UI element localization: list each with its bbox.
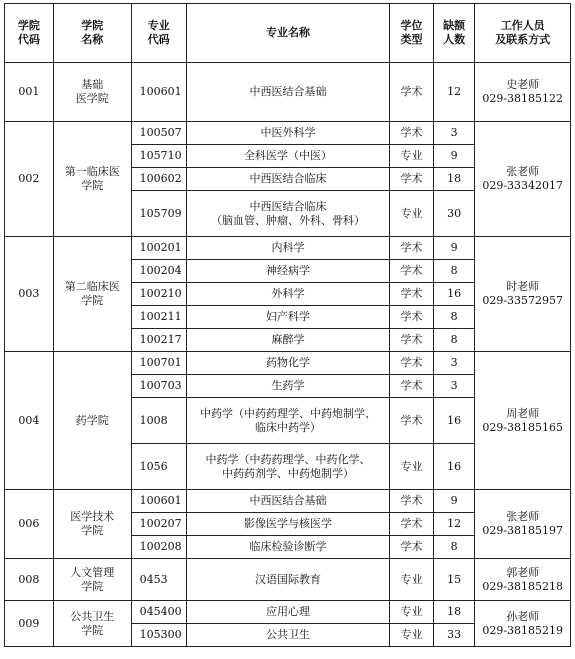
contact-cell: 史老师 029-38185122 xyxy=(475,63,571,122)
contact-cell: 张老师 029-38185197 xyxy=(475,490,571,559)
contact-cell: 张老师 029-33342017 xyxy=(475,122,571,237)
vacancy-cell: 12 xyxy=(433,513,475,536)
major-code-cell: 100211 xyxy=(131,306,186,329)
major-name-cell: 应用心理 xyxy=(186,601,390,624)
major-code-cell: 100601 xyxy=(131,63,186,122)
vacancy-cell: 9 xyxy=(433,237,475,260)
degree-type-cell: 学术 xyxy=(390,329,434,352)
vacancy-cell: 8 xyxy=(433,536,475,559)
major-code-cell: 100207 xyxy=(131,513,186,536)
major-code-cell: 0453 xyxy=(131,559,186,601)
header-major-code: 专业 代码 xyxy=(131,4,186,63)
vacancy-cell: 18 xyxy=(433,168,475,191)
major-name-cell: 药物化学 xyxy=(186,352,390,375)
contact-cell: 郭老师 029-38185218 xyxy=(475,559,571,601)
header-contact: 工作人员 及联系方式 xyxy=(475,4,571,63)
college-name-cell: 公共卫生 学院 xyxy=(53,601,131,647)
vacancy-cell: 12 xyxy=(433,63,475,122)
major-name-cell: 外科学 xyxy=(186,283,390,306)
vacancy-cell: 3 xyxy=(433,352,475,375)
contact-cell: 周老师 029-38185165 xyxy=(475,352,571,490)
college-name-cell: 医学技术 学院 xyxy=(53,490,131,559)
vacancy-cell: 16 xyxy=(433,398,475,444)
degree-type-cell: 学术 xyxy=(390,352,434,375)
major-code-cell: 1008 xyxy=(131,398,186,444)
major-code-cell: 100210 xyxy=(131,283,186,306)
admissions-table xyxy=(4,3,571,647)
major-code-cell: 100703 xyxy=(131,375,186,398)
major-name-cell: 中西医结合基础 xyxy=(186,63,390,122)
major-name-cell: 中药学（中药药理学、中药炮制学、 临床中药学） xyxy=(186,398,390,444)
major-code-cell: 100701 xyxy=(131,352,186,375)
major-name-cell: 公共卫生 xyxy=(186,624,390,647)
major-name-cell: 临床检验诊断学 xyxy=(186,536,390,559)
major-name-cell: 中医外科学 xyxy=(186,122,390,145)
college-name-cell: 药学院 xyxy=(53,352,131,490)
major-code-cell: 100601 xyxy=(131,490,186,513)
vacancy-cell: 3 xyxy=(433,375,475,398)
table-row xyxy=(5,237,571,260)
major-name-cell: 内科学 xyxy=(186,237,390,260)
major-code-cell: 045400 xyxy=(131,601,186,624)
college-name-cell: 人文管理 学院 xyxy=(53,559,131,601)
major-code-cell: 100507 xyxy=(131,122,186,145)
college-code-cell: 004 xyxy=(5,352,54,490)
major-name-cell: 中西医结合临床 （脑血管、肿瘤、外科、骨科） xyxy=(186,191,390,237)
degree-type-cell: 学术 xyxy=(390,306,434,329)
vacancy-cell: 30 xyxy=(433,191,475,237)
degree-type-cell: 专业 xyxy=(390,145,434,168)
degree-type-cell: 学术 xyxy=(390,513,434,536)
contact-cell: 孙老师 029-38185219 xyxy=(475,601,571,647)
table-row xyxy=(5,559,571,601)
degree-type-cell: 学术 xyxy=(390,536,434,559)
table-row xyxy=(5,122,571,145)
degree-type-cell: 专业 xyxy=(390,601,434,624)
header-vacancy: 缺额 人数 xyxy=(433,4,475,63)
table-header xyxy=(5,4,571,63)
major-code-cell: 100204 xyxy=(131,260,186,283)
degree-type-cell: 专业 xyxy=(390,191,434,237)
table-body xyxy=(5,63,571,647)
major-code-cell: 1056 xyxy=(131,444,186,490)
degree-type-cell: 学术 xyxy=(390,283,434,306)
degree-type-cell: 专业 xyxy=(390,559,434,601)
degree-type-cell: 学术 xyxy=(390,168,434,191)
degree-type-cell: 学术 xyxy=(390,375,434,398)
degree-type-cell: 学术 xyxy=(390,237,434,260)
college-code-cell: 001 xyxy=(5,63,54,122)
major-code-cell: 100217 xyxy=(131,329,186,352)
major-code-cell: 100208 xyxy=(131,536,186,559)
contact-cell: 时老师 029-33572957 xyxy=(475,237,571,352)
major-name-cell: 中药学（中药药理学、中药化学、 中药药剂学、中药炮制学） xyxy=(186,444,390,490)
header-row xyxy=(5,4,571,63)
college-name-cell: 第二临床医 学院 xyxy=(53,237,131,352)
major-name-cell: 汉语国际教育 xyxy=(186,559,390,601)
major-name-cell: 麻醉学 xyxy=(186,329,390,352)
vacancy-cell: 33 xyxy=(433,624,475,647)
major-name-cell: 中西医结合临床 xyxy=(186,168,390,191)
vacancy-cell: 8 xyxy=(433,260,475,283)
college-name-cell: 基础 医学院 xyxy=(53,63,131,122)
college-code-cell: 003 xyxy=(5,237,54,352)
vacancy-cell: 8 xyxy=(433,306,475,329)
major-name-cell: 生药学 xyxy=(186,375,390,398)
table-row xyxy=(5,352,571,375)
table-row xyxy=(5,63,571,122)
college-code-cell: 008 xyxy=(5,559,54,601)
college-code-cell: 002 xyxy=(5,122,54,237)
major-name-cell: 妇产科学 xyxy=(186,306,390,329)
table-row xyxy=(5,601,571,624)
header-major-name: 专业名称 xyxy=(186,4,390,63)
major-code-cell: 100602 xyxy=(131,168,186,191)
major-code-cell: 105710 xyxy=(131,145,186,168)
vacancy-cell: 16 xyxy=(433,444,475,490)
vacancy-cell: 3 xyxy=(433,122,475,145)
header-degree-type: 学位 类型 xyxy=(390,4,434,63)
college-name-cell: 第一临床医 学院 xyxy=(53,122,131,237)
major-code-cell: 100201 xyxy=(131,237,186,260)
major-code-cell: 105709 xyxy=(131,191,186,237)
major-name-cell: 神经病学 xyxy=(186,260,390,283)
vacancy-cell: 9 xyxy=(433,490,475,513)
major-name-cell: 中西医结合基础 xyxy=(186,490,390,513)
vacancy-cell: 18 xyxy=(433,601,475,624)
header-college-code: 学院 代码 xyxy=(5,4,54,63)
vacancy-cell: 9 xyxy=(433,145,475,168)
vacancy-cell: 15 xyxy=(433,559,475,601)
degree-type-cell: 专业 xyxy=(390,444,434,490)
major-name-cell: 影像医学与核医学 xyxy=(186,513,390,536)
header-college-name: 学院 名称 xyxy=(53,4,131,63)
degree-type-cell: 学术 xyxy=(390,490,434,513)
degree-type-cell: 学术 xyxy=(390,398,434,444)
degree-type-cell: 学术 xyxy=(390,260,434,283)
degree-type-cell: 专业 xyxy=(390,624,434,647)
vacancy-cell: 16 xyxy=(433,283,475,306)
vacancy-cell: 8 xyxy=(433,329,475,352)
major-name-cell: 全科医学（中医） xyxy=(186,145,390,168)
major-code-cell: 105300 xyxy=(131,624,186,647)
degree-type-cell: 学术 xyxy=(390,122,434,145)
college-code-cell: 009 xyxy=(5,601,54,647)
table-row xyxy=(5,490,571,513)
degree-type-cell: 学术 xyxy=(390,63,434,122)
college-code-cell: 006 xyxy=(5,490,54,559)
